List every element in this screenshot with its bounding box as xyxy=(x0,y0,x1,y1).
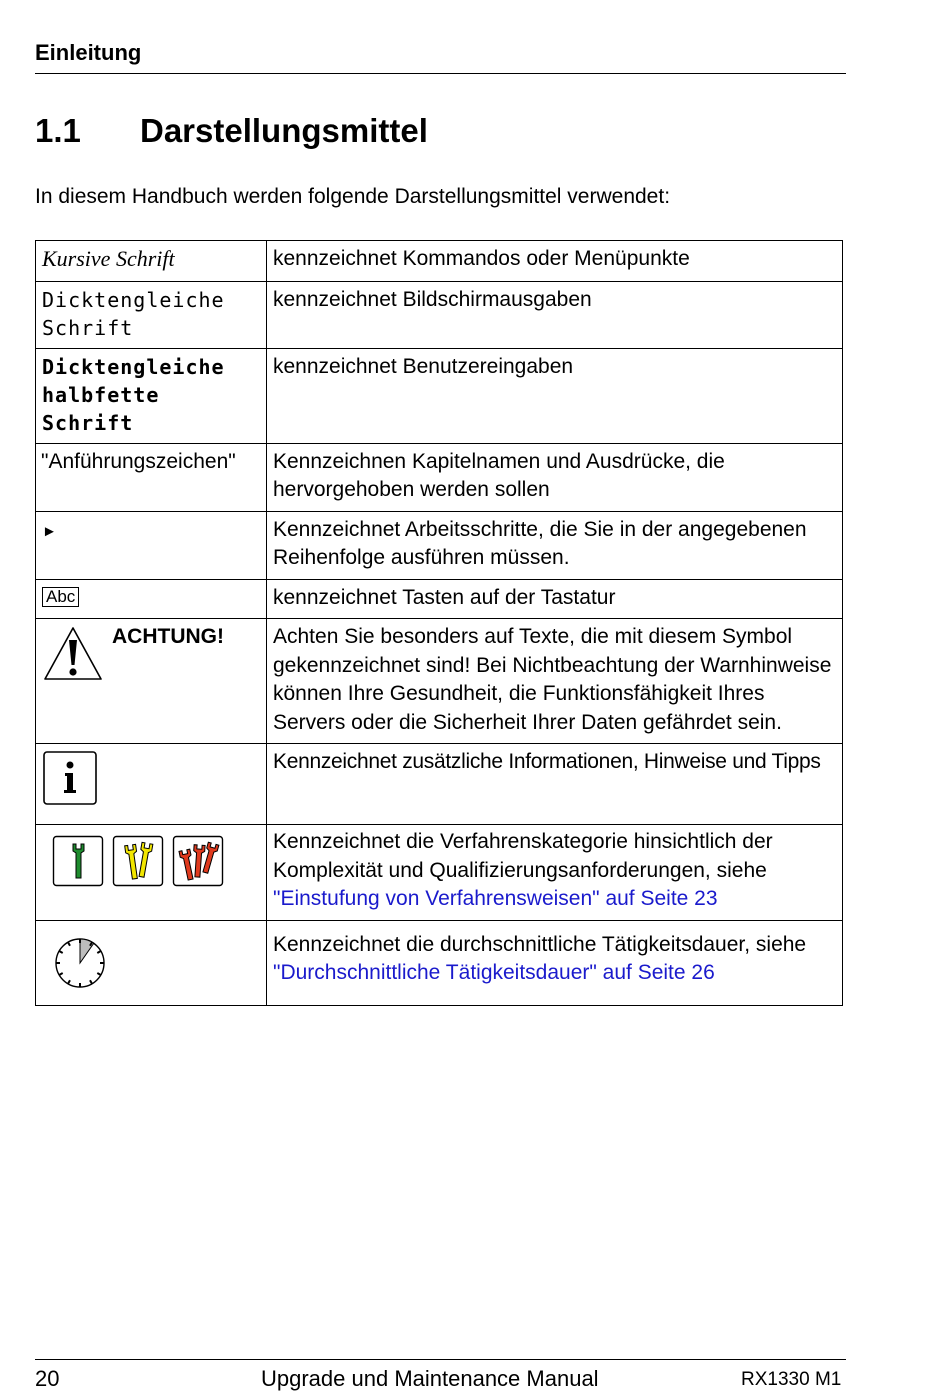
table-row xyxy=(36,511,843,579)
manual-title: Upgrade und Maintenance Manual xyxy=(261,1366,599,1391)
section-heading xyxy=(35,112,428,150)
term-cell: "Anführungszeichen" xyxy=(36,443,267,511)
term-cell xyxy=(36,920,267,1006)
term-monospace-bold: Dicktengleiche halbfette Schrift xyxy=(42,354,225,435)
wrench-3-red-icon xyxy=(172,835,224,887)
warning-triangle-icon xyxy=(42,625,104,683)
description-cell: kennzeichnet Tasten auf der Tastatur xyxy=(267,579,843,619)
wrench-1-green-icon xyxy=(52,835,104,887)
table-row xyxy=(36,241,843,282)
term-cell xyxy=(36,348,267,443)
cross-reference-link[interactable]: "Einstufung von Verfahrensweisen" auf Seite 23 xyxy=(273,887,718,910)
term-cell xyxy=(36,579,267,619)
term-cell xyxy=(36,825,267,921)
term-italic: Kursive Schrift xyxy=(42,246,175,271)
table-row xyxy=(36,281,843,348)
conventions-table xyxy=(35,240,843,1006)
model-name: RX1330 M1 xyxy=(741,1369,842,1390)
page-number: 20 xyxy=(35,1366,60,1391)
term-cell xyxy=(36,744,267,825)
description-cell xyxy=(267,920,843,1006)
header-divider xyxy=(35,73,846,74)
table-row xyxy=(36,920,843,1006)
term-cell xyxy=(36,241,267,282)
table-row xyxy=(36,443,843,511)
description-cell: Kennzeichnen Kapitelnamen und Ausdrücke, die hervorgehoben werden sollen xyxy=(267,443,843,511)
cross-reference-link[interactable]: "Durchschnittliche Tätigkeitsdauer" auf Seite 26 xyxy=(273,961,715,984)
description-text: Kennzeichnet die durchschnittliche Tätigkeitsdauer, siehe xyxy=(273,932,807,956)
table-row xyxy=(36,579,843,619)
term-cell xyxy=(36,619,267,744)
description-text: Kennzeichnet die Verfahrenskategorie hinsichtlich der Komplexität und Qualifizierungsanforderungen, siehe xyxy=(273,830,773,882)
description-cell: Achten Sie besonders auf Texte, die mit diesem Symbol gekennzeichnet sind! Bei Nichtbeachtung der Warnhinweise können Ihre Gesundheit, die Funktionsfähigkeit Ihres Servers oder die Sicherheit Ihrer Daten gefährdet sein. xyxy=(267,619,843,744)
table-row xyxy=(36,348,843,443)
intro-paragraph: In diesem Handbuch werden folgende Darstellungsmittel verwendet: xyxy=(35,185,671,208)
description-cell xyxy=(267,825,843,921)
description-cell: Kennzeichnet zusätzliche Informationen, Hinweise und Tipps xyxy=(267,744,843,825)
info-icon xyxy=(42,750,98,806)
table-row xyxy=(36,744,843,825)
table-row xyxy=(36,619,843,744)
description-cell: kennzeichnet Bildschirmausgaben xyxy=(267,281,843,348)
description-cell: kennzeichnet Kommandos oder Menüpunkte xyxy=(267,241,843,282)
wrench-2-yellow-icon xyxy=(112,835,164,887)
warning-block xyxy=(42,623,260,685)
section-number: 1.1 xyxy=(35,112,81,149)
description-cell: Kennzeichnet Arbeitsschritte, die Sie in der angegebenen Reihenfolge ausführen müssen. xyxy=(267,511,843,579)
description-cell: kennzeichnet Benutzereingaben xyxy=(267,348,843,443)
clock-duration-icon xyxy=(52,935,108,991)
term-monospace: Dicktengleiche Schrift xyxy=(42,287,225,340)
chapter-header: Einleitung xyxy=(35,40,142,65)
term-cell xyxy=(36,281,267,348)
section-title: Darstellungsmittel xyxy=(140,112,428,149)
key-cap: Abc xyxy=(42,587,79,607)
step-arrow-icon: ► xyxy=(42,522,57,540)
warning-label: ACHTUNG! xyxy=(112,625,224,648)
term-cell xyxy=(36,511,267,579)
table-row xyxy=(36,825,843,921)
footer-divider xyxy=(35,1359,846,1360)
